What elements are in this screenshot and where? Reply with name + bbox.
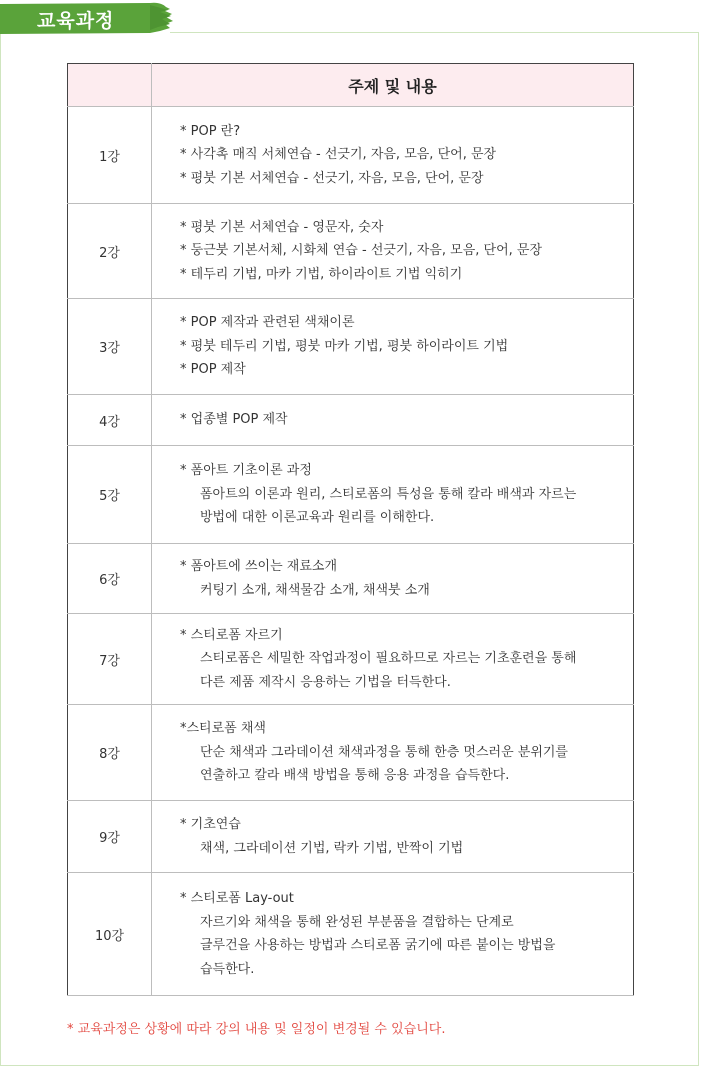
curriculum-table bbox=[67, 63, 634, 996]
curriculum-table-body bbox=[68, 107, 634, 996]
table-row bbox=[68, 614, 634, 705]
session-content bbox=[152, 446, 634, 544]
content-line: * 평붓 기본 서체연습 - 영문자, 숫자 bbox=[180, 219, 384, 235]
content-line: * 폼아트 기초이론 과정 bbox=[180, 463, 312, 479]
content-line: 폼아트의 이론과 원리, 스티로폼의 특성을 통해 칼라 배색과 자르는 bbox=[200, 486, 577, 502]
session-number: 2강 bbox=[68, 204, 152, 299]
content-line: 연출하고 칼라 배색 방법을 통해 응용 과정을 습득한다. bbox=[200, 768, 510, 784]
content-line: * 스티로폼 Lay-out bbox=[180, 891, 294, 906]
content-line: * 둥근붓 기본서체, 시화체 연습 - 선긋기, 자음, 모음, 단어, 문장 bbox=[180, 243, 543, 259]
session-content bbox=[152, 204, 634, 299]
content-line: *스티로폼 채색 bbox=[180, 721, 266, 737]
table-header-row bbox=[68, 64, 634, 107]
table-row bbox=[68, 544, 634, 614]
session-number: 5강 bbox=[68, 446, 152, 544]
content-line: * 업종별 POP 제작 bbox=[180, 412, 288, 428]
content-line: * POP 제작과 관련된 색채이론 bbox=[180, 315, 355, 331]
header-topic-cell: 주제 및 내용 bbox=[152, 64, 634, 107]
session-content bbox=[152, 107, 634, 204]
session-content bbox=[152, 801, 634, 873]
table-row bbox=[68, 446, 634, 544]
session-number: 1강 bbox=[68, 107, 152, 204]
content-line: * 평붓 기본 서체연습 - 선긋기, 자음, 모음, 단어, 문장 bbox=[180, 170, 484, 186]
content-line: * 스티로폼 자르기 bbox=[180, 627, 283, 643]
session-number: 8강 bbox=[68, 705, 152, 801]
table-row bbox=[68, 107, 634, 204]
table-row bbox=[68, 801, 634, 873]
content-line: 채색, 그라데이션 기법, 락카 기법, 반짝이 기법 bbox=[200, 840, 464, 856]
session-content bbox=[152, 544, 634, 614]
content-line: * 평붓 테두리 기법, 평붓 마카 기법, 평붓 하이라이트 기법 bbox=[180, 338, 509, 354]
content-line: 글루건을 사용하는 방법과 스티로폼 굵기에 따른 붙이는 방법을 bbox=[200, 938, 556, 953]
table-row bbox=[68, 204, 634, 299]
session-number: 10강 bbox=[68, 873, 152, 996]
header-number-cell bbox=[68, 64, 152, 107]
session-number: 9강 bbox=[68, 801, 152, 873]
table-row bbox=[68, 299, 634, 395]
section-header-badge bbox=[0, 0, 178, 38]
session-content bbox=[152, 395, 634, 446]
frame-top-border bbox=[170, 32, 699, 33]
content-line: 커팅기 소개, 채색물감 소개, 채색붓 소개 bbox=[200, 582, 430, 598]
content-line: 다른 제품 제작시 응용하는 기법을 터득한다. bbox=[200, 674, 451, 690]
session-content bbox=[152, 873, 634, 996]
session-content bbox=[152, 299, 634, 395]
content-line: * 테두리 기법, 마카 기법, 하이라이트 기법 익히기 bbox=[180, 266, 463, 282]
session-content bbox=[152, 705, 634, 801]
content-line: * POP 란? bbox=[180, 123, 241, 139]
table-row bbox=[68, 873, 634, 996]
table-row bbox=[68, 395, 634, 446]
session-number: 3강 bbox=[68, 299, 152, 395]
content-line: 스티로폼은 세밀한 작업과정이 필요하므로 자르는 기초훈련을 통해 bbox=[200, 651, 577, 667]
content-line: 단순 채색과 그라데이션 채색과정을 통해 한층 멋스러운 분위기를 bbox=[200, 744, 568, 760]
content-line: * 사각촉 매직 서체연습 - 선긋기, 자음, 모음, 단어, 문장 bbox=[180, 147, 497, 163]
session-number: 6강 bbox=[68, 544, 152, 614]
content-line: 자르기와 채색을 통해 완성된 부분품을 결합하는 단계로 bbox=[200, 914, 514, 930]
content-line: * 기초연습 bbox=[180, 817, 241, 832]
content-line: * POP 제작 bbox=[180, 362, 246, 378]
content-line: 습득한다. bbox=[200, 961, 255, 977]
schedule-change-note: * 교육과정은 상황에 따라 강의 내용 및 일정이 변경될 수 있습니다. bbox=[67, 1022, 446, 1037]
content-line: 방법에 대한 이론교육과 원리를 이해한다. bbox=[200, 510, 435, 526]
session-number: 7강 bbox=[68, 614, 152, 705]
section-title: 교육과정 bbox=[37, 10, 115, 32]
session-number: 4강 bbox=[68, 395, 152, 446]
content-line: * 폼아트에 쓰이는 재료소개 bbox=[180, 559, 338, 574]
table-row bbox=[68, 705, 634, 801]
session-content bbox=[152, 614, 634, 705]
